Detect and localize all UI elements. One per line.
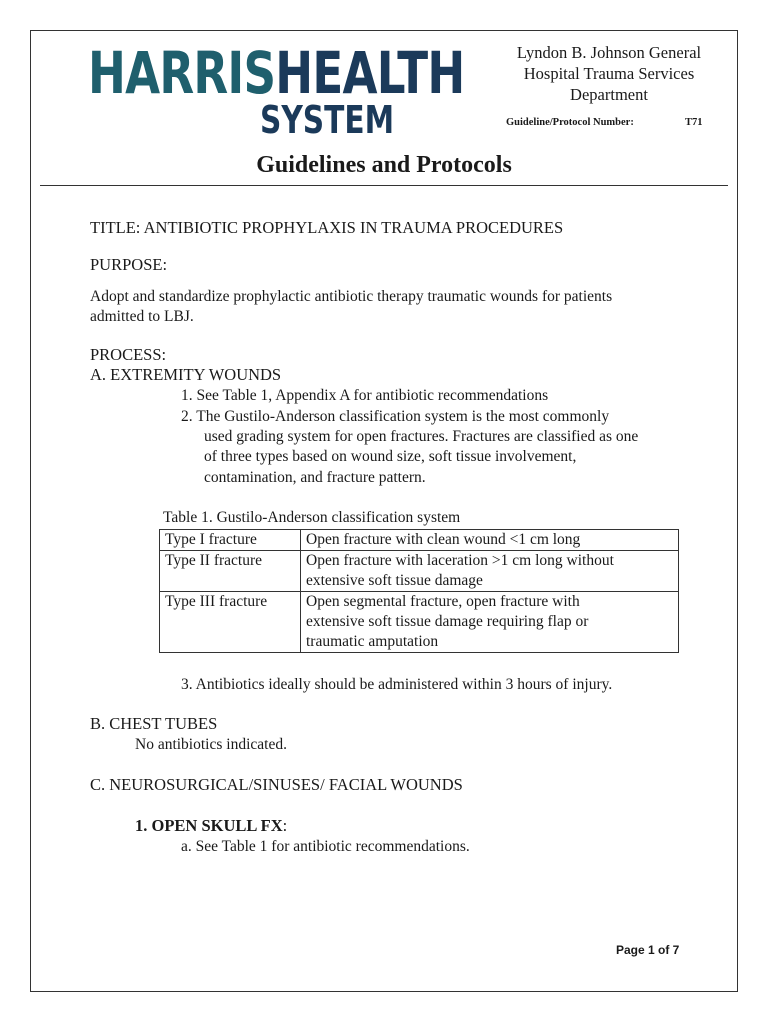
- list-item-2-line: used grading system for open fractures. Fractures are classified as one: [204, 428, 639, 445]
- logo-harris: HARRIS: [88, 39, 276, 107]
- description-line: Open fracture with clean wound <1 cm long: [306, 531, 581, 548]
- subsection-c1: [135, 816, 287, 836]
- description-line: extensive soft tissue damage: [306, 572, 483, 589]
- protocol-title: TITLE: ANTIBIOTIC PROPHYLAXIS IN TRAUMA PROCEDURES: [90, 218, 564, 237]
- list-item-2-line: 2. The Gustilo-Anderson classification system is the most commonly: [181, 408, 610, 425]
- page-number: Page 1 of 7: [616, 943, 680, 957]
- process-heading: PROCESS:: [90, 345, 167, 364]
- table-row: [160, 530, 679, 551]
- description-line: extensive soft tissue damage requiring flap or: [306, 613, 589, 630]
- purpose-heading: PURPOSE:: [90, 255, 168, 274]
- list-item-1: 1. See Table 1, Appendix A for antibiotic recommendations: [181, 387, 549, 404]
- department-line: Hospital Trauma Services: [523, 64, 695, 83]
- section-b-heading: B. CHEST TUBES: [90, 714, 218, 733]
- table-cell-description: [301, 530, 679, 551]
- table-row: [160, 592, 679, 653]
- department-line: Lyndon B. Johnson General: [516, 43, 702, 62]
- subsection-c1-heading: 1. OPEN SKULL FX: [135, 816, 283, 835]
- header-divider: [40, 185, 728, 186]
- section-c-heading: C. NEUROSURGICAL/SINUSES/ FACIAL WOUNDS: [90, 775, 463, 794]
- table-cell-description: [301, 551, 679, 592]
- department-name: [484, 42, 734, 105]
- gustilo-anderson-table: [159, 529, 679, 653]
- table-cell-type: Type III fracture: [160, 592, 301, 653]
- description-line: traumatic amputation: [306, 633, 439, 650]
- harris-health-logo: [88, 39, 465, 142]
- section-b-text: No antibiotics indicated.: [135, 736, 287, 753]
- description-line: Open segmental fracture, open fracture with: [306, 593, 580, 610]
- table-cell-type: Type II fracture: [160, 551, 301, 592]
- department-line: Department: [570, 85, 648, 104]
- section-a-heading: A. EXTREMITY WOUNDS: [90, 365, 282, 384]
- document-title: Guidelines and Protocols: [256, 152, 512, 178]
- list-item-2-line: of three types based on wound size, soft tissue involvement,: [204, 448, 577, 465]
- logo-health: HEALTH: [275, 39, 465, 107]
- table-cell-description: [301, 592, 679, 653]
- table-cell-type: Type I fracture: [160, 530, 301, 551]
- guideline-number: T71: [685, 117, 703, 128]
- list-item-3: 3. Antibiotics ideally should be administered within 3 hours of injury.: [181, 676, 613, 693]
- purpose-text-line: Adopt and standardize prophylactic antibiotic therapy traumatic wounds for patients: [90, 288, 613, 305]
- subsection-c1-item-a: a. See Table 1 for antibiotic recommendations.: [181, 838, 470, 855]
- logo-system: SYSTEM: [260, 98, 395, 142]
- list-item-2-line: contamination, and fracture pattern.: [204, 469, 426, 486]
- subsection-c1-colon: :: [282, 816, 288, 835]
- description-line: Open fracture with laceration >1 cm long without: [306, 552, 614, 569]
- table-caption: Table 1. Gustilo-Anderson classification system: [163, 509, 461, 526]
- guideline-number-label: Guideline/Protocol Number:: [506, 117, 634, 128]
- table-row: [160, 551, 679, 592]
- purpose-text-line: admitted to LBJ.: [90, 308, 194, 325]
